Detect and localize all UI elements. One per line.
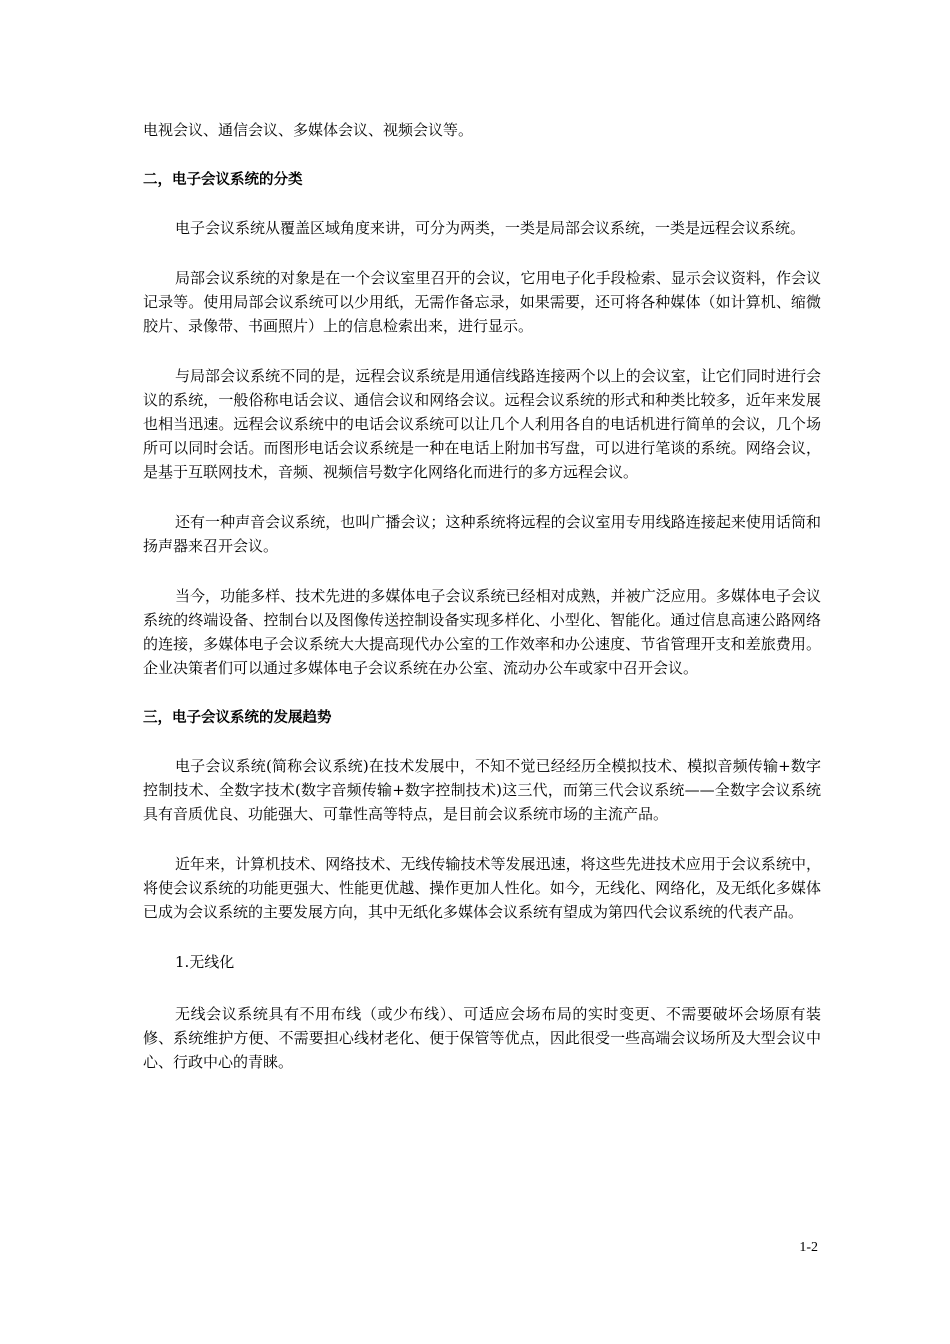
section-heading-trends: 三，电子会议系统的发展趋势 [143, 710, 332, 726]
paragraph: 电子会议系统从覆盖区域角度来讲，可分为两类，一类是局部会议系统，一类是远程会议系统。 [175, 219, 806, 237]
page-number: 1-2 [799, 1240, 818, 1255]
paragraph: 局部会议系统的对象是在一个会议室里召开的会议，它用电子化手段检索、显示会议资料，作会议记录等。使用局部会议系统可以少用纸，无需作备忘录，如果需要，还可将各种媒体（如计算机、缩微胶片、录像带、书画照片）上的信息检索出来，进行显示。 [143, 269, 821, 335]
paragraph: 近年来，计算机技术、网络技术、无线传输技术等发展迅速，将这些先进技术应用于会议系统中，将使会议系统的功能更强大、性能更优越、操作更加人性化。如今，无线化、网络化，及无纸化多媒体已成为会议系统的主要发展方向，其中无纸化多媒体会议系统有望成为第四代会议系统的代表产品。 [143, 855, 821, 921]
paragraph: 还有一种声音会议系统，也叫广播会议；这种系统将远程的会议室用专用线路连接起来使用话筒和扬声器来召开会议。 [143, 513, 821, 555]
opening-line: 电视会议、通信会议、多媒体会议、视频会议等。 [143, 121, 474, 139]
section-heading-classification: 二，电子会议系统的分类 [143, 172, 303, 188]
document-page [143, 118, 821, 1100]
subsection-title-wireless: 1.无线化 [175, 953, 235, 971]
paragraph: 与局部会议系统不同的是，远程会议系统是用通信线路连接两个以上的会议室，让它们同时进行会议的系统，一般俗称电话会议、通信会议和网络会议。远程会议系统的形式和种类比较多，近年来发展也相当迅速。远程会议系统中的电话会议系统可以让几个人利用各自的电话机进行简单的会议，几个场所可以同时会话。而图形电话会议系统是一种在电话上附加书写盘，可以进行笔谈的系统。网络会议，是基于互联网技术，音频、视频信号数字化网络化而进行的多方远程会议。 [143, 367, 821, 481]
paragraph: 当今，功能多样、技术先进的多媒体电子会议系统已经相对成熟，并被广泛应用。多媒体电子会议系统的终端设备、控制台以及图像传送控制设备实现多样化、小型化、智能化。通过信息高速公路网络的连接，多媒体电子会议系统大大提高现代办公室的工作效率和办公速度、节省管理开支和差旅费用。企业决策者们可以通过多媒体电子会议系统在办公室、流动办公车或家中召开会议。 [143, 587, 821, 677]
paragraph: 无线会议系统具有不用布线（或少布线）、可适应会场布局的实时变更、不需要破坏会场原有装修、系统维护方便、不需要担心线材老化、便于保管等优点，因此很受一些高端会议场所及大型会议中心、行政中心的青睐。 [143, 1005, 821, 1071]
paragraph: 电子会议系统(简称会议系统)在技术发展中，不知不觉已经经历全模拟技术、模拟音频传输+数字控制技术、全数字技术(数字音频传输+数字控制技术)这三代，而第三代会议系统——全数字会议系统具有音质优良、功能强大、可靠性高等特点，是目前会议系统市场的主流产品。 [143, 757, 821, 823]
